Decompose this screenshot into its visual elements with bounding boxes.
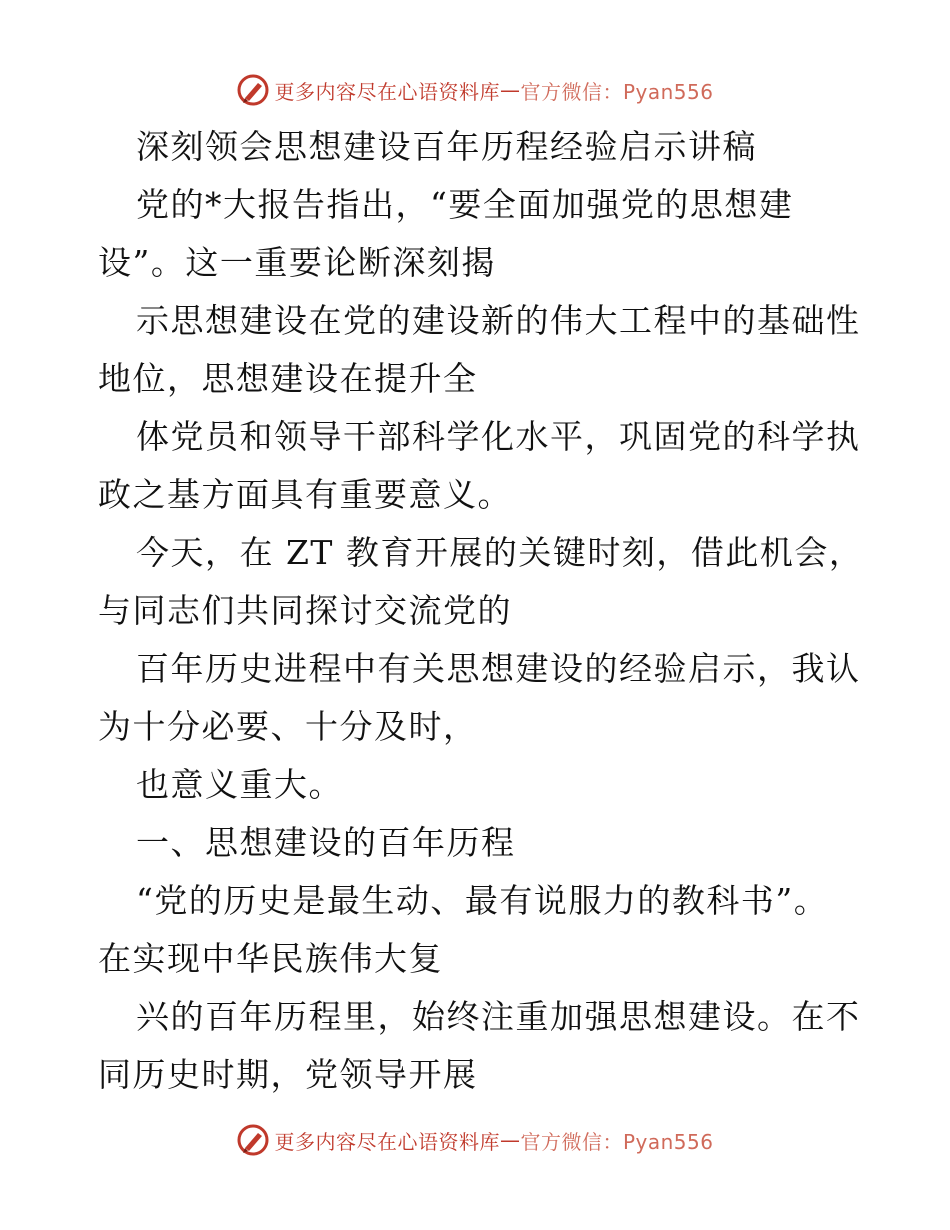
document-line: 也意义重大。 (136, 765, 343, 804)
footer-watermark (0, 1120, 950, 1160)
document-line: 百年历史进程中有关思想建设的经验启示，我认 (136, 649, 861, 688)
document-line: 在实现中华民族伟大复 (98, 939, 443, 978)
document-line: “党的历史是最生动、最有说服力的教科书”。 (136, 881, 829, 920)
document-line: 政之基方面具有重要意义。 (98, 475, 512, 514)
watermark-text: 更多内容尽在心语资料库 (274, 1129, 500, 1154)
pen-logo-icon (236, 73, 270, 107)
watermark-text: 更多内容尽在心语资料库 (274, 79, 500, 104)
watermark-wechat: 官方微信：Pyan556 (520, 79, 714, 104)
document-line: 深刻领会思想建设百年历程经验启示讲稿 (136, 127, 757, 166)
document-line: 党的*大报告指出，“要全面加强党的思想建 (136, 185, 794, 224)
watermark-separator: — (499, 78, 521, 102)
pen-logo-icon (236, 1123, 270, 1157)
header-watermark (0, 70, 950, 110)
document-line: 今天，在 ZT 教育开展的关键时刻，借此机会， (136, 533, 864, 572)
document-line: 地位，思想建设在提升全 (98, 359, 478, 398)
document-line: 为十分必要、十分及时， (98, 707, 478, 746)
document-line: 设”。这一重要论断深刻揭 (98, 243, 496, 282)
document-line: 示思想建设在党的建设新的伟大工程中的基础性 (136, 301, 861, 340)
document-line: 同历史时期，党领导开展 (98, 1055, 478, 1094)
watermark-separator: — (499, 1128, 521, 1152)
document-line: 一、思想建设的百年历程 (136, 823, 516, 862)
watermark-wechat: 官方微信：Pyan556 (520, 1129, 714, 1154)
document-line: 体党员和领导干部科学化水平，巩固党的科学执 (136, 417, 861, 456)
document-line: 与同志们共同探讨交流党的 (98, 591, 512, 630)
document-body (98, 118, 864, 1104)
document-line: 兴的百年历程里，始终注重加强思想建设。在不 (136, 997, 861, 1036)
